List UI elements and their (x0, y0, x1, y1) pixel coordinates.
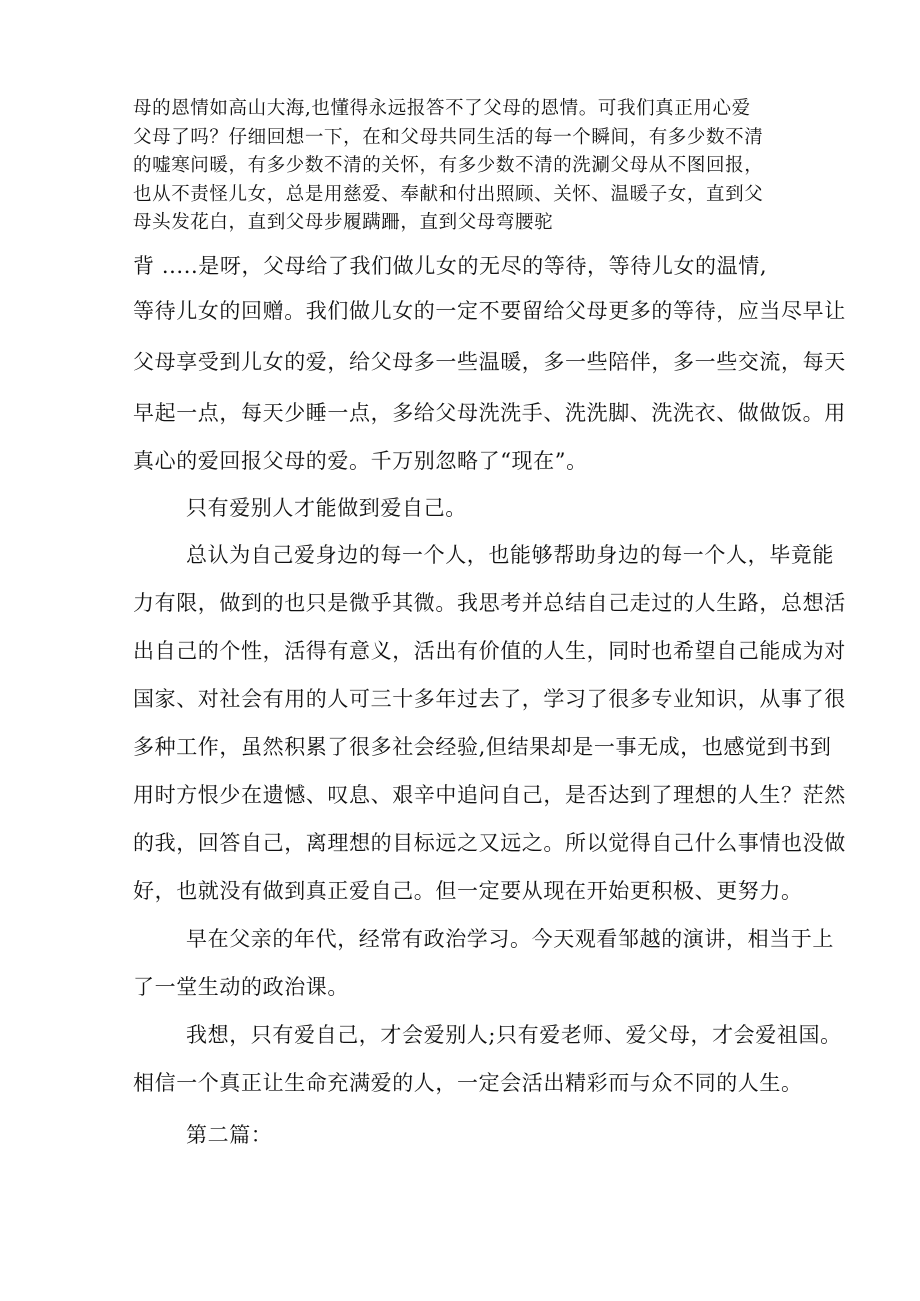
paragraph-line: 母头发花白，直到父母步履蹒跚，直到父母弯腰驼 (133, 212, 554, 233)
paragraph-line: 真心的爱回报父母的爱。千万别忽略了“现在”。 (133, 449, 588, 473)
paragraph-line: 早起一点，每天少睡一点，多给父母洗洗手、洗洗脚、洗洗衣、做做饭。用 (133, 401, 846, 425)
paragraph-line: 力有限，做到的也只是微乎其微。我思考并总结自己走过的人生路，总想活 (133, 591, 846, 615)
paragraph-line: 父母了吗？仔细回想一下，在和父母共同生活的每一个瞬间，有多少数不清 (133, 127, 764, 148)
paragraph-line: 母的恩情如高山大海,也懂得永远报答不了父母的恩情。可我们真正用心爱 (133, 98, 751, 119)
paragraph-line: 父母享受到儿女的爱，给父母多一些温暖，多一些陪伴，多一些交流，每天 (133, 350, 846, 374)
paragraph-line: 多种工作，虽然积累了很多社会经验,但结果却是一事无成，也感觉到书到 (133, 735, 832, 759)
paragraph-line: 我想，只有爱自己，才会爱别人;只有爱老师、爱父母，才会爱祖国。 (186, 1023, 842, 1047)
paragraph-line: 背 .....是呀，父母给了我们做儿女的无尽的等待，等待儿女的温情, (133, 254, 768, 278)
paragraph-line: 出自己的个性，活得有意义，活出有价值的人生，同时也希望自己能成为对 (133, 639, 846, 663)
paragraph-line: 了一堂生动的政治课。 (133, 975, 349, 999)
paragraph-line: 也从不责怪儿女，总是用慈爱、奉献和付出照顾、关怀、温暖子女，直到父 (133, 184, 764, 205)
paragraph-line: 等待儿女的回赠。我们做儿女的一定不要留给父母更多的等待，应当尽早让 (133, 299, 846, 323)
paragraph-line: 早在父亲的年代，经常有政治学习。今天观看邹越的演讲，相当于上 (186, 927, 834, 951)
paragraph-line: 的嘘寒问暖，有多少数不清的关怀，有多少数不清的洗涮父母从不图回报， (133, 155, 764, 176)
paragraph-line: 相信一个真正让生命充满爱的人，一定会活出精彩而与众不同的人生。 (133, 1071, 803, 1095)
paragraph-line: 只有爱别人才能做到爱自己。 (186, 496, 467, 520)
paragraph-line: 的我，回答自己，离理想的目标远之又远之。所以觉得自己什么事情也没做 (133, 831, 846, 855)
paragraph-line: 好，也就没有做到真正爱自己。但一定要从现在开始更积极、更努力。 (133, 879, 803, 903)
paragraph-line: 国家、对社会有用的人可三十多年过去了，学习了很多专业知识，从事了很 (133, 687, 846, 711)
paragraph-line: 用时方恨少在遗憾、叹息、艰辛中追问自己，是否达到了理想的人生？茫然 (133, 783, 846, 807)
section-heading: 第二篇： (186, 1123, 273, 1147)
paragraph-line: 总认为自己爱身边的每一个人，也能够帮助身边的每一个人，毕竟能 (186, 543, 834, 567)
